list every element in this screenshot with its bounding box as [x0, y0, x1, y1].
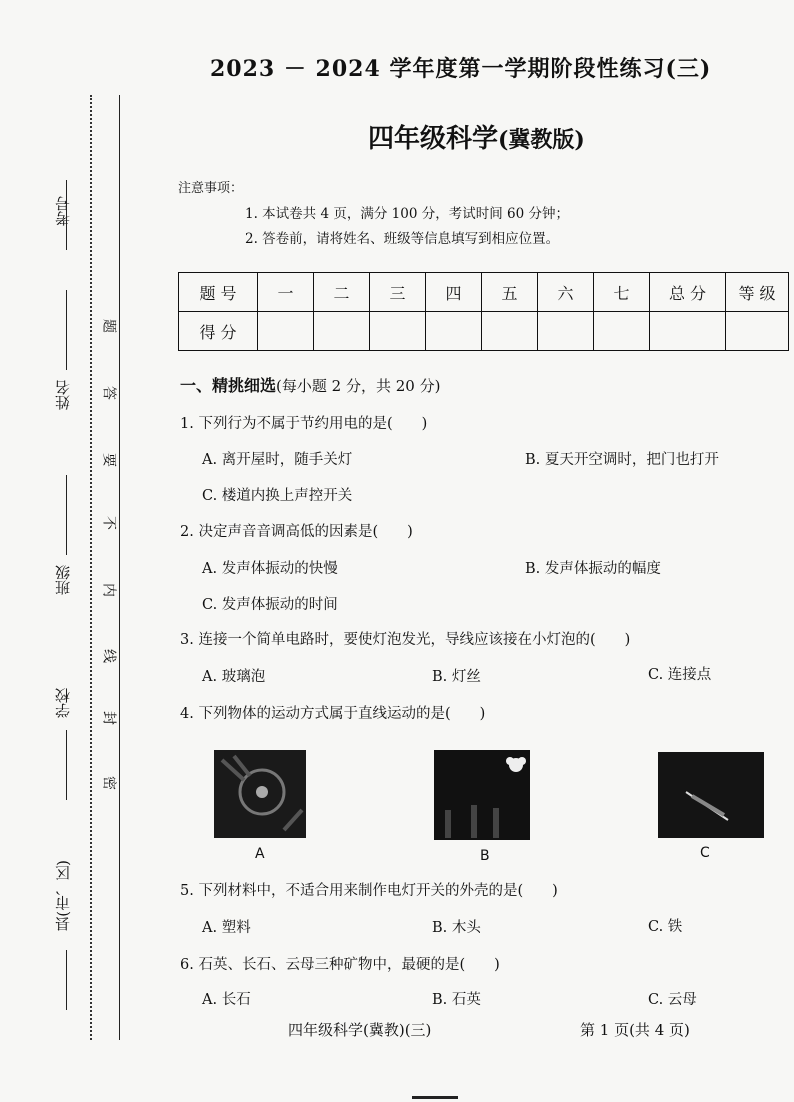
score-cell[interactable]	[258, 312, 314, 351]
score-cell[interactable]	[650, 312, 726, 351]
seal-char-bu: 不	[103, 514, 117, 530]
bottom-edge-mark	[412, 1096, 458, 1099]
county-label: 县(市、区)	[54, 860, 72, 932]
score-cell[interactable]	[482, 312, 538, 351]
score-header-cell: 等 级	[726, 273, 789, 312]
school-field[interactable]	[66, 730, 67, 800]
question-2-option-a[interactable]: A. 发声体振动的快慢	[202, 561, 338, 577]
score-cell[interactable]	[594, 312, 650, 351]
subject-title	[368, 118, 585, 155]
score-header-cell: 七	[594, 273, 650, 312]
exam-number-label: 考号	[54, 196, 72, 226]
score-cell[interactable]	[426, 312, 482, 351]
seal-char-feng: 封	[103, 709, 117, 725]
note-item-2: 2. 答卷前，请将姓名、班级等信息填写到相应位置。	[245, 231, 560, 247]
name-field[interactable]	[66, 290, 67, 370]
question-4-stem: 4. 下列物体的运动方式属于直线运动的是( )	[180, 706, 486, 722]
question-4-image-a[interactable]	[214, 750, 306, 838]
county-field[interactable]	[66, 950, 67, 1010]
class-label: 班级	[54, 565, 72, 595]
section-1-heading	[180, 373, 440, 396]
cable-car-photo-icon	[658, 752, 764, 838]
seal-char-yao: 要	[103, 451, 117, 467]
score-header-cell: 五	[482, 273, 538, 312]
score-header-cell: 总 分	[650, 273, 726, 312]
class-field[interactable]	[66, 475, 67, 555]
seal-char-mi: 密	[103, 774, 117, 790]
score-cell[interactable]	[726, 312, 789, 351]
question-3-stem: 3. 连接一个简单电路时，要使灯泡发光，导线应该接在小灯泡的( )	[180, 632, 631, 648]
score-table-header-row	[179, 273, 789, 312]
binding-solid-line	[119, 95, 120, 1040]
question-3-option-b[interactable]: B. 灯丝	[432, 669, 481, 685]
question-5-option-b[interactable]: B. 木头	[432, 920, 481, 936]
seal-char-ti: 题	[103, 317, 117, 333]
question-5-option-a[interactable]: A. 塑料	[202, 920, 251, 936]
question-6-option-b[interactable]: B. 石英	[432, 992, 481, 1008]
score-header-cell: 四	[426, 273, 482, 312]
seal-char-da: 答	[103, 384, 117, 400]
ferris-wheel-photo-icon	[214, 750, 306, 838]
score-cell[interactable]	[370, 312, 426, 351]
score-table-score-row	[179, 312, 789, 351]
seal-char-nei: 内	[103, 581, 117, 597]
question-2-option-c[interactable]: C. 发声体振动的时间	[202, 597, 338, 613]
subject-name: 四年级科学	[368, 124, 499, 154]
score-header-cell: 六	[538, 273, 594, 312]
question-4-image-c[interactable]	[658, 752, 764, 838]
edition-name: (冀教版)	[498, 127, 585, 153]
question-6-option-a[interactable]: A. 长石	[202, 992, 251, 1008]
question-5-stem: 5. 下列材料中，不适合用来制作电灯开关的外壳的是( )	[180, 883, 558, 899]
score-header-cell: 题 号	[179, 273, 258, 312]
notes-heading: 注意事项：	[178, 181, 244, 196]
exam-number-field[interactable]	[66, 180, 67, 250]
question-1-option-a[interactable]: A. 离开屋时，随手关灯	[202, 452, 353, 468]
score-cell[interactable]	[314, 312, 370, 351]
score-table	[178, 272, 789, 351]
exam-title: 2023 － 2024 学年度第一学期阶段性练习(三)	[210, 56, 712, 82]
swing-photo-icon	[434, 750, 530, 840]
score-header-cell: 三	[370, 273, 426, 312]
seal-char-xian: 线	[103, 647, 117, 663]
question-1-stem: 1. 下列行为不属于节约用电的是( )	[180, 416, 428, 432]
question-2-option-b[interactable]: B. 发声体振动的幅度	[525, 561, 661, 577]
name-label: 姓名	[54, 380, 72, 410]
binding-dotted-line	[90, 95, 92, 1040]
question-4-image-b[interactable]	[434, 750, 530, 840]
question-4-label-a: A	[255, 846, 265, 862]
section-1-title: 一、精挑细选	[180, 376, 277, 395]
question-4-label-b: B	[480, 848, 490, 864]
question-6-stem: 6. 石英、长石、云母三种矿物中，最硬的是( )	[180, 957, 500, 973]
question-3-option-c[interactable]: C. 连接点	[648, 667, 712, 683]
question-2-stem: 2. 决定声音音调高低的因素是( )	[180, 524, 413, 540]
footer-subject: 四年级科学(冀教)(三)	[288, 1021, 432, 1039]
question-4-label-c: C	[700, 845, 710, 861]
school-label: 学校	[54, 688, 72, 718]
score-header-cell: 二	[314, 273, 370, 312]
question-1-option-c[interactable]: C. 楼道内换上声控开关	[202, 488, 353, 504]
score-header-cell: 一	[258, 273, 314, 312]
score-row-label: 得 分	[179, 312, 258, 351]
footer-page-number: 第 1 页(共 4 页)	[580, 1021, 690, 1039]
question-1-option-b[interactable]: B. 夏天开空调时，把门也打开	[525, 452, 719, 468]
question-3-option-a[interactable]: A. 玻璃泡	[202, 669, 266, 685]
section-1-note: (每小题 2 分，共 20 分)	[276, 377, 441, 395]
question-5-option-c[interactable]: C. 铁	[648, 919, 683, 935]
note-item-1: 1. 本试卷共 4 页，满分 100 分，考试时间 60 分钟；	[245, 206, 569, 222]
question-6-option-c[interactable]: C. 云母	[648, 992, 697, 1008]
score-cell[interactable]	[538, 312, 594, 351]
